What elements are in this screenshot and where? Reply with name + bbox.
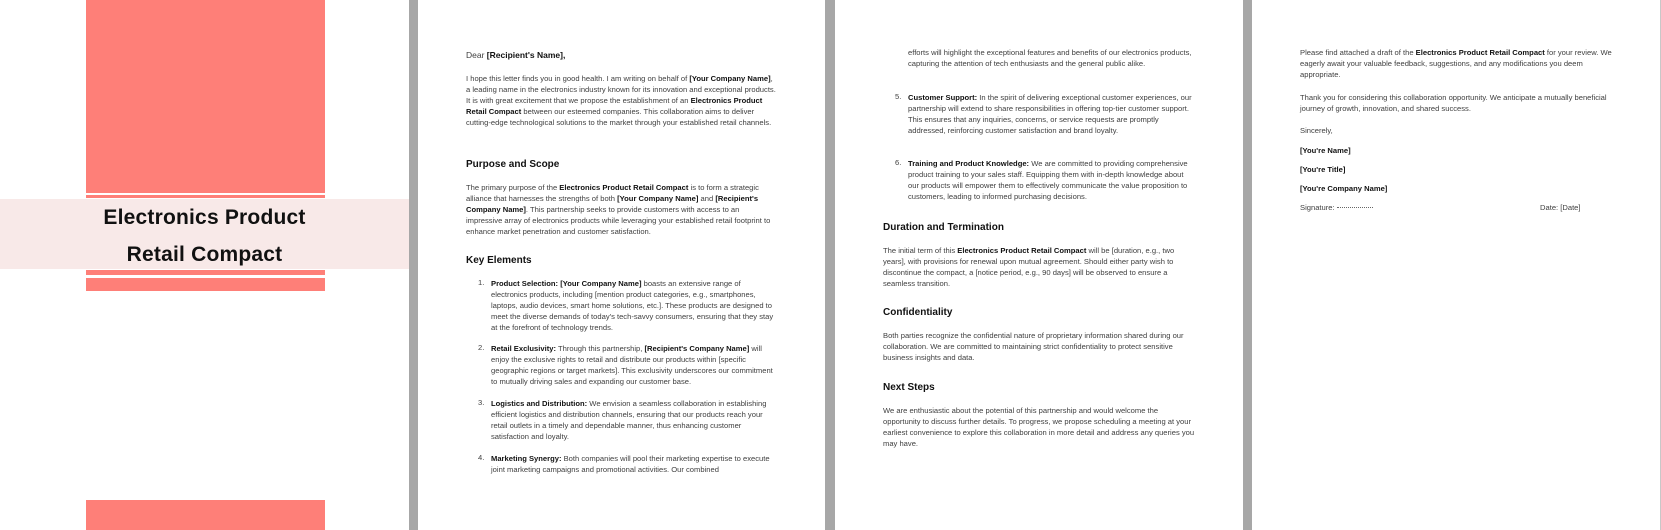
list-item-logistics: [491, 398, 776, 442]
continuation-text: efforts will highlight the exceptional features and benefits of our electronics products, capturing the attention of tech enthusiasts and the general public alike.: [908, 48, 1192, 68]
list-number: 3.: [478, 398, 485, 407]
sender-name-text: [You're Name]: [1300, 146, 1351, 155]
item-title: Marketing Synergy:: [491, 454, 562, 463]
item-title: Retail Exclusivity:: [491, 344, 556, 353]
company-placeholder: [Your Company Name]: [689, 74, 771, 83]
intro-paragraph: [466, 73, 776, 128]
item-text: Both companies will pool their marketing expertise to execute joint marketing campaigns and promotional activities. Our combined: [491, 454, 770, 474]
item-title: Logistics and Distribution:: [491, 399, 588, 408]
list-number: 1.: [478, 278, 485, 287]
cover-accent-band-top: [86, 0, 325, 193]
cover-accent-band-mid: [86, 278, 325, 291]
text-run: is to form a strategic alliance that harnesses the strengths of both: [466, 183, 759, 203]
salutation: [466, 50, 776, 61]
cover-title-line-2: Retail Compact: [126, 243, 283, 266]
item-text: Through this partnership,: [556, 344, 645, 353]
sender-title: [1300, 164, 1345, 175]
item-text: In the spirit of delivering exceptional customer experiences, our partnership will extend to share responsibilities in offering top-tier customer support. This ensures that any inquiries, concerns, or service requests are promptly addressed, reinforcing customer satisfaction and brand loyalty.: [908, 93, 1192, 135]
signature-blank: [1337, 207, 1373, 208]
item-text: boasts an extensive range of electronics products, including [mention product categories, e.g., smartphones, laptops, audio devices, smart home solutions, etc.]. These products are designed to meet the diverse demands of today's tech-savvy consumers, ensuring that they stay at the forefront of technology trends.: [491, 279, 774, 332]
cover-accent-band-bottom: [86, 500, 325, 530]
key-elements-heading: Key Elements: [466, 255, 532, 266]
cover-title-line-1: Electronics Product: [103, 206, 306, 229]
sender-company-text: [You're Company Name]: [1300, 184, 1388, 193]
text-run: for your review. We eagerly await your valuable feedback, suggestions, and any modifications you deem appropriate.: [1300, 48, 1612, 79]
purpose-paragraph: [466, 182, 776, 237]
company-placeholder: [Your Company Name]: [617, 194, 699, 203]
cover-accent-stripe: [86, 195, 325, 198]
confidentiality-paragraph: Both parties recognize the confidential nature of proprietary information shared during our collaboration. We are committed to maintaining strict confidentiality to protect sensitive business insights and data.: [883, 331, 1184, 362]
letter-page-2: [418, 0, 825, 530]
recipient-company-placeholder: [Recipient's Company Name]: [644, 344, 750, 353]
text-run: and: [698, 194, 716, 203]
compact-name: Electronics Product Retail Compact: [559, 183, 689, 192]
thanks-paragraph: Thank you for considering this collaboration opportunity. We anticipate a mutually beneficial journey of growth, innovation, and shared success.: [1300, 93, 1607, 113]
duration-paragraph: [883, 245, 1195, 289]
attachment-paragraph: [1300, 47, 1612, 80]
sender-name: [1300, 145, 1351, 156]
text-run: The primary purpose of the: [466, 183, 560, 192]
text-run: , a leading name in the electronics industry known for its innovation and exceptional products. It is with great excitement that we propose the establishment of an: [466, 74, 776, 105]
list-number: 6.: [895, 158, 902, 167]
list-number: 5.: [895, 92, 902, 101]
date-line: Date: [Date]: [1540, 203, 1581, 212]
next-steps-paragraph: We are enthusiastic about the potential of this partnership and would welcome the opportunity to discuss further details. To progress, we propose scheduling a meeting at your earliest convenience to explore this collaboration in more detail and address any queries you may have.: [883, 406, 1195, 448]
closing: Sincerely,: [1300, 126, 1333, 135]
next-steps-heading: Next Steps: [883, 382, 935, 393]
item-title: Product Selection:: [491, 279, 559, 288]
item-title: Training and Product Knowledge:: [908, 159, 1030, 168]
list-item-product-selection: [491, 278, 776, 333]
text-run: . This partnership seeks to provide customers with access to an impressive array of electronics products while leveraging your established retail footprint to enhance market penetration and customer satisfaction.: [466, 205, 771, 236]
confidentiality-heading: Confidentiality: [883, 307, 953, 318]
cover-title-bar: [0, 199, 409, 269]
cover-page: [0, 0, 409, 530]
cover-accent-stripe: [86, 270, 325, 275]
list-item-customer-support: [908, 92, 1193, 136]
text-run: between our esteemed companies. This collaboration aims to deliver cutting-edge technological solutions to the market through your established retail channels.: [466, 107, 772, 127]
text-run: will be [duration, e.g., two years], with provisions for renewal upon mutual agreement. Should either party wish to discontinue the compact, a [notice period, e.g., 90 days] will be observed to ensure a seamless transition.: [883, 246, 1175, 288]
item-text: We are committed to providing comprehensive product training to your sales staff. Equipping them with in-depth knowledge about our products will empower them to effectively communicate the value proposition to customers, leading to informed purchasing decisions.: [908, 159, 1188, 201]
list-item-retail-exclusivity: [491, 343, 776, 387]
signature-label: Signature:: [1300, 203, 1337, 212]
item-title: Customer Support:: [908, 93, 978, 102]
company-placeholder: [Your Company Name]: [558, 279, 642, 288]
list-item-training: [908, 158, 1193, 202]
item-text: We envision a seamless collaboration in establishing efficient logistics and distribution channels, ensuring that our products reach your retail outlets in a timely and dependable manner, thus enhancing customer satisfaction and loyalty.: [491, 399, 767, 441]
sender-company: [1300, 183, 1387, 194]
text-run: Please find attached a draft of the: [1300, 48, 1416, 57]
compact-name: Electronics Product Retail Compact: [466, 96, 763, 116]
letter-page-4: [1252, 0, 1661, 530]
sender-title-text: [You're Title]: [1300, 165, 1346, 174]
salutation-prefix: Dear: [466, 50, 487, 60]
letter-page-3: [835, 0, 1243, 530]
item-text: will enjoy the exclusive rights to retail and distribute our products within [specific geographic regions or target markets]. This exclusivity underscores our commitment to mutually driving sales and expanding our customer base.: [491, 344, 773, 386]
list-number: 2.: [478, 343, 485, 352]
text-run: The initial term of this: [883, 246, 958, 255]
compact-name: Electronics Product Retail Compact: [1415, 48, 1545, 57]
recipient-name: [Recipient's Name],: [486, 50, 566, 60]
list-item-marketing-synergy: [491, 453, 776, 475]
purpose-heading: Purpose and Scope: [466, 159, 560, 170]
text-run: I hope this letter finds you in good health. I am writing on behalf of: [466, 74, 690, 83]
list-number: 4.: [478, 453, 485, 462]
recipient-company-placeholder: [Recipient's Company Name]: [466, 194, 759, 214]
signature-line: [1300, 202, 1373, 213]
duration-heading: Duration and Termination: [883, 222, 1004, 233]
compact-name: Electronics Product Retail Compact: [957, 246, 1087, 255]
